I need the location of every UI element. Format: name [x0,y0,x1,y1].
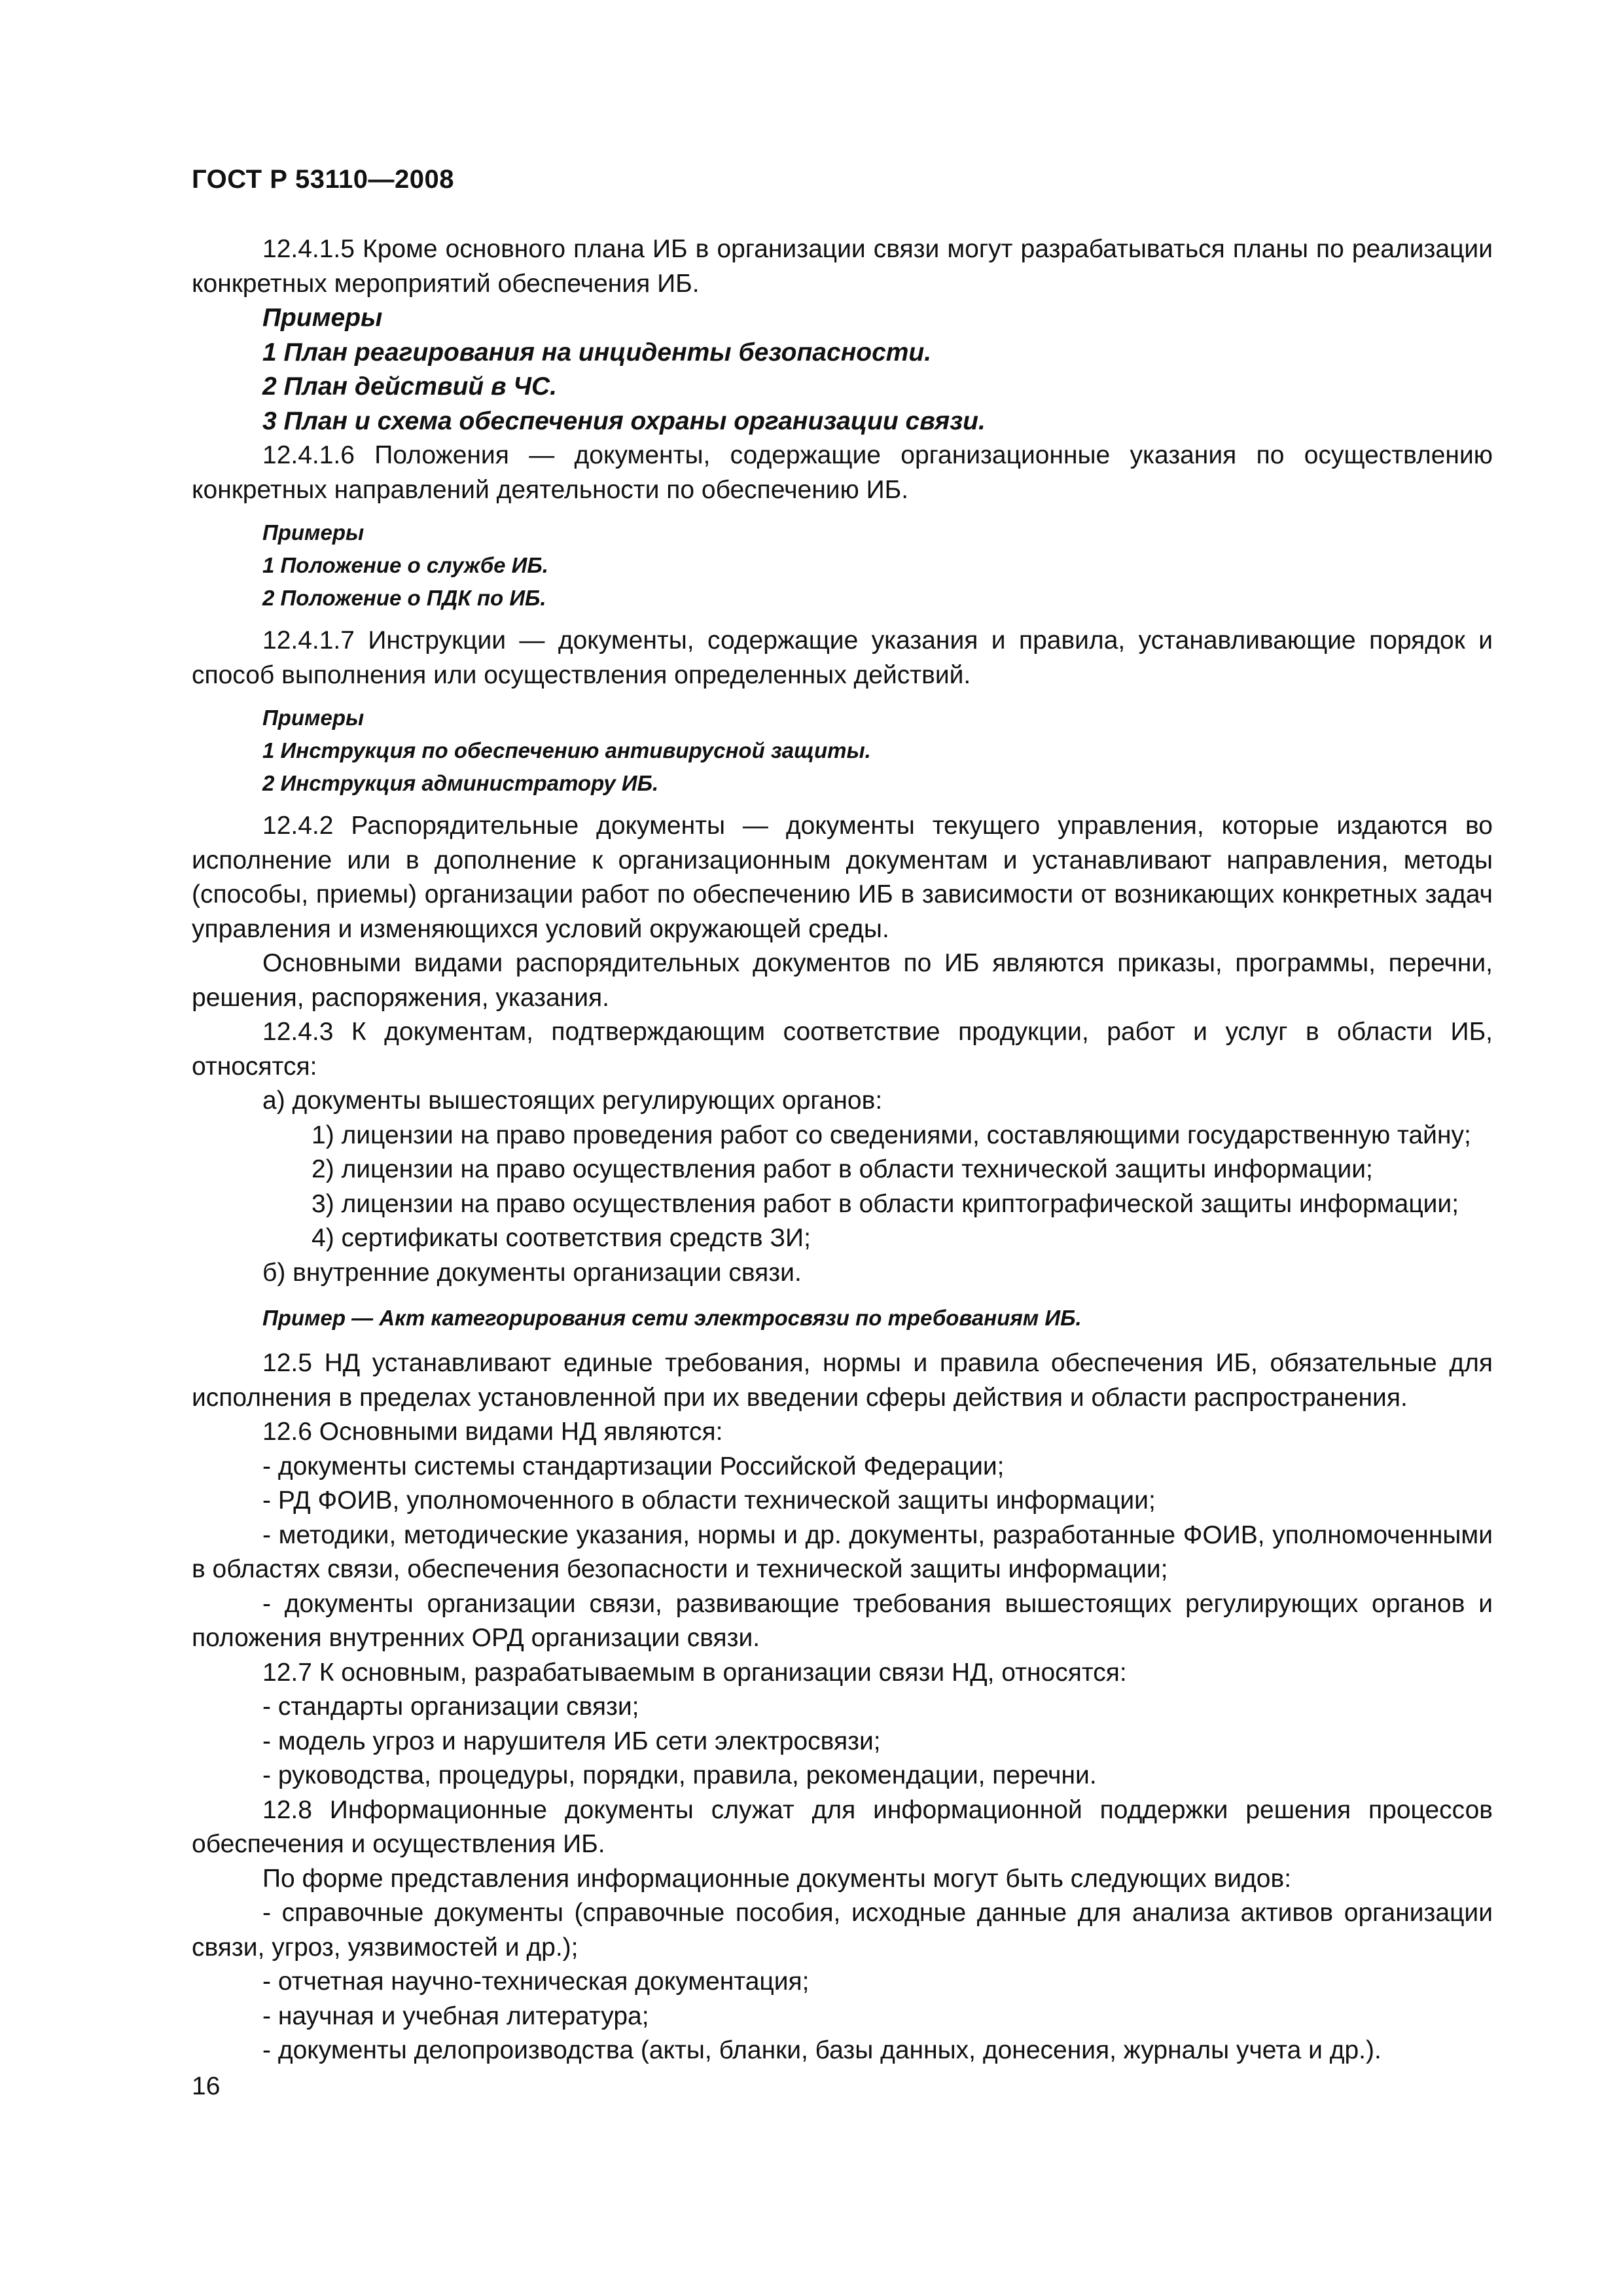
document-header: ГОСТ Р 53110—2008 [192,165,454,194]
example-item: 1 План реагирования на инциденты безопасности. [262,338,932,367]
sub-list-item-2: 2) лицензии на право осуществления работ в области технической защиты информации; [312,1155,1373,1183]
sub-list-item-1: 1) лицензии на право проведения работ со сведениями, составляющими государственную тайну; [312,1121,1471,1149]
page-number: 16 [192,2072,221,2100]
example-item: 2 План действий в ЧС. [262,372,557,401]
paragraph-12-8: 12.8 Информационные документы служат для информационной поддержки решения процессов обеспечения и осуществления ИБ. [192,1795,1493,1858]
list-item: - научная и учебная литература; [262,2001,649,2030]
list-item: - модель угроз и нарушителя ИБ сети электросвязи; [262,1727,881,1755]
examples-heading: Примеры [262,520,365,545]
list-item: - руководства, процедуры, порядки, правила, рекомендации, перечни. [262,1761,1097,1789]
examples-heading: Примеры [262,304,383,332]
example-item: 1 Положение о службе ИБ. [262,553,548,577]
sub-list-item-4: 4) сертификаты соответствия средств ЗИ; [312,1224,811,1252]
list-item: - документы системы стандартизации Российской Федерации; [262,1452,1005,1480]
paragraph-info-doc-types: По форме представления информационные документы могут быть следующих видов: [262,1864,1292,1893]
examples-heading: Примеры [262,706,365,730]
list-item: - документы организации связи, развивающие требования вышестоящих регулирующих органов и положения внутренних ОРД организации связи. [192,1589,1493,1652]
paragraph-12-7: 12.7 К основным, разрабатываемым в организации связи НД, относятся: [262,1658,1127,1687]
example-item: 2 Положение о ПДК по ИБ. [262,586,546,610]
paragraph-12-4-3: 12.4.3 К документам, подтверждающим соответствие продукции, работ и услуг в области ИБ, относятся: [192,1018,1493,1081]
list-item: - стандарты организации связи; [262,1693,639,1721]
paragraph-12-4-1-5: 12.4.1.5 Кроме основного плана ИБ в организации связи могут разрабатываться планы по реализации конкретных мероприятий обеспечения ИБ. [192,235,1493,298]
list-item: - РД ФОИВ, уполномоченного в области технической защиты информации; [262,1486,1156,1515]
example-item: 2 Инструкция администратору ИБ. [262,771,659,795]
example-item: 3 План и схема обеспечения охраны организации связи. [262,406,986,435]
paragraph-12-5: 12.5 НД устанавливают единые требования, нормы и правила обеспечения ИБ, обязательные для исполнения в пределах установленной при их введении сферы действия и области распространения. [192,1349,1493,1412]
paragraph-12-4-1-6: 12.4.1.6 Положения — документы, содержащие организационные указания по осуществлению конкретных направлений деятельности по обеспечению ИБ. [192,441,1493,504]
document-body [192,232,1493,2068]
sub-list-item-3: 3) лицензии на право осуществления работ в области криптографической защиты информации; [312,1189,1459,1218]
example-item: 1 Инструкция по обеспечению антивирусной защиты. [262,738,871,762]
list-item: - документы делопроизводства (акты, бланки, базы данных, донесения, журналы учета и др.). [262,2036,1382,2064]
list-item-a: а) документы вышестоящих регулирующих органов: [262,1086,883,1115]
list-item-b: б) внутренние документы организации связи. [262,1258,802,1287]
paragraph-12-4-2: 12.4.2 Распорядительные документы — документы текущего управления, которые издаются во исполнение или в дополнение к организационным документам и устанавливают направления, методы (способы, приемы) организации работ по обеспечению ИБ в зависимости от возникающих конкретных задач управления и изменяющихся условий окружающей среды. [192,812,1493,943]
list-item: - методики, методические указания, нормы и др. документы, разработанные ФОИВ, уполномоченными в областях связи, обеспечения безопасности и технической защиты информации; [192,1520,1493,1583]
list-item: - отчетная научно-техническая документация; [262,1967,810,1996]
list-item: - справочные документы (справочные пособия, исходные данные для анализа активов организации связи, угроз, уязвимостей и др.); [192,1899,1493,1962]
paragraph-distributive-types: Основными видами распорядительных документов по ИБ являются приказы, программы, перечни, решения, распоряжения, указания. [192,949,1493,1012]
example-note: Пример — Акт категорирования сети электросвязи по требованиям ИБ. [262,1306,1082,1330]
paragraph-12-4-1-7: 12.4.1.7 Инструкции — документы, содержащие указания и правила, устанавливающие порядок и способ выполнения или осуществления определенных действий. [192,626,1493,689]
paragraph-12-6: 12.6 Основными видами НД являются: [262,1418,723,1446]
